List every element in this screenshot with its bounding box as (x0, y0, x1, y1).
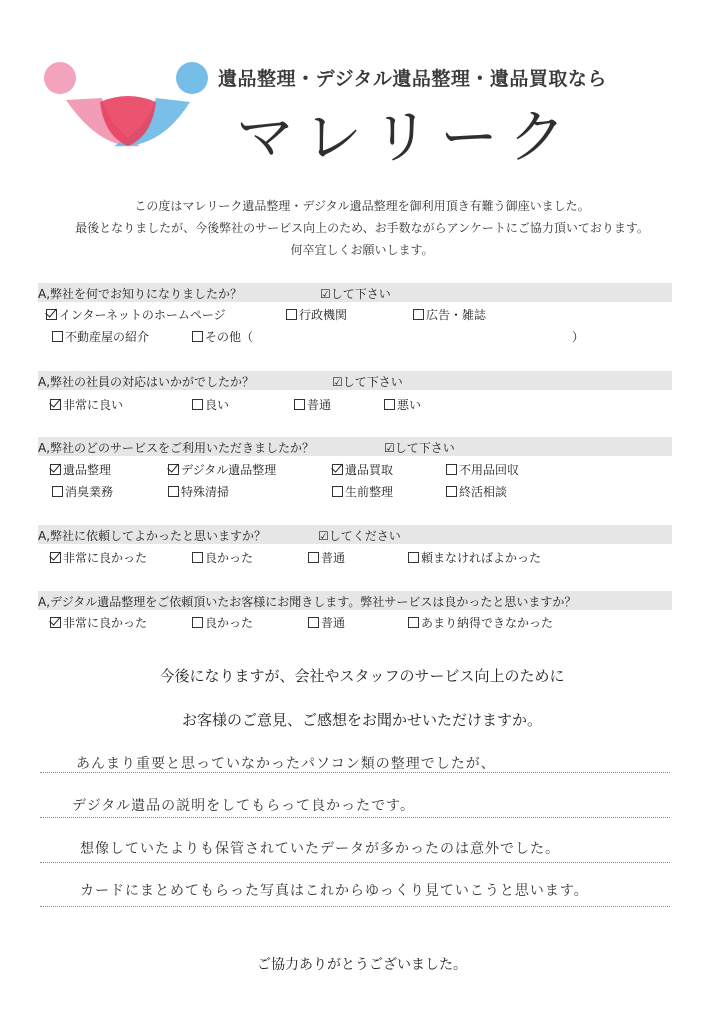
checkbox-icon (192, 552, 203, 563)
checkbox-icon (332, 486, 343, 497)
checkbox-icon (308, 617, 319, 628)
question-1-bar (38, 283, 672, 302)
comment-line-4: カードにまとめてもらった写真はこれからゆっくり見ていこうと思います。 (80, 883, 589, 899)
comment-rule-3 (40, 862, 670, 863)
checkbox-checked-icon (168, 464, 179, 475)
q3-option-kaitori[interactable]: 遺品買取 (332, 461, 393, 478)
q1-option-ads[interactable]: 広告・雑誌 (413, 306, 486, 323)
q5-option-normal[interactable]: 普通 (308, 614, 345, 631)
q4-option-regret[interactable]: 頼まなければよかった (408, 549, 541, 566)
q1-option-internet[interactable]: インターネットのホームページ (46, 306, 226, 323)
checkbox-checked-icon (46, 309, 57, 320)
question-5-text: A,デジタル遺品整理をご依頼頂いたお客様にお聞きします。弊社サービスは良かったと思いますか？ (38, 595, 577, 609)
checkbox-icon (294, 399, 305, 410)
question-1-note: ☑して下さい (320, 287, 391, 301)
q2-option-very-good[interactable]: 非常に良い (50, 396, 123, 413)
tagline: 遺品整理・デジタル遺品整理・遺品買取なら (218, 68, 607, 90)
checkbox-checked-icon (50, 552, 61, 563)
question-5-bar (38, 591, 672, 610)
checkbox-icon (413, 309, 424, 320)
checkbox-icon (168, 486, 179, 497)
checkbox-checked-icon (50, 399, 61, 410)
q2-option-normal[interactable]: 普通 (294, 396, 331, 413)
checkbox-checked-icon (50, 617, 61, 628)
question-3-text: A,弊社のどのサービスをご利用いただきましたか？ (38, 441, 315, 455)
closing-line-1: 今後になりますが、会社やスタッフのサービス向上のために (159, 667, 565, 685)
question-4-text: A,弊社に依頼してよかったと思いますか？ (38, 529, 267, 543)
question-2-bar (38, 371, 672, 390)
q3-option-fuyouhin[interactable]: 不用品回収 (446, 461, 519, 478)
checkbox-icon (52, 331, 63, 342)
checkbox-checked-icon (332, 464, 343, 475)
q3-option-digital[interactable]: デジタル遺品整理 (168, 461, 276, 478)
checkbox-icon (52, 486, 63, 497)
thanks-message: ご協力ありがとうございました。 (257, 957, 467, 973)
q1-option-government[interactable]: 行政機関 (286, 306, 347, 323)
checkbox-icon (192, 331, 203, 342)
comment-rule-4 (40, 906, 670, 907)
intro-line-3: 何卒宜しくお願いします。 (290, 243, 434, 257)
checkbox-icon (384, 399, 395, 410)
intro-line-2: 最後となりましたが、今後弊社のサービス向上のため、お手数ながらアンケートにご協力頂いております。 (75, 221, 649, 235)
q5-option-unsatisfied[interactable]: あまり納得できなかった (408, 614, 553, 631)
q3-option-ihin-seiri[interactable]: 遺品整理 (50, 461, 111, 478)
intro-line-1: この度はマレリーク遺品整理・デジタル遺品整理を御利用頂き有難う御座いました。 (134, 199, 590, 213)
question-4-bar (38, 525, 672, 544)
q1-option-realestate[interactable]: 不動産屋の紹介 (52, 328, 149, 345)
comment-line-3: 想像していたよりも保管されていたデータが多かったのは意外でした。 (80, 841, 560, 857)
q3-option-shukatsu[interactable]: 終活相談 (446, 483, 507, 500)
checkbox-icon (408, 552, 419, 563)
q2-option-bad[interactable]: 悪い (384, 396, 421, 413)
logo-icon (40, 58, 220, 158)
brand-name: マレリーク (236, 103, 577, 171)
question-2-text: A,弊社の社員の対応はいかがでしたか？ (38, 375, 255, 389)
q3-option-seizen[interactable]: 生前整理 (332, 483, 393, 500)
checkbox-icon (192, 399, 203, 410)
checkbox-checked-icon (50, 464, 61, 475)
checkbox-icon (192, 617, 203, 628)
comment-line-1: あんまり重要と思っていなかったパソコン類の整理でしたが、 (76, 756, 496, 772)
comment-rule-2 (40, 817, 670, 818)
q3-option-tokushu[interactable]: 特殊清掃 (168, 483, 229, 500)
comment-line-2: デジタル遺品の説明をしてもらって良かったです。 (72, 798, 416, 814)
q5-option-very-good[interactable]: 非常に良かった (50, 614, 147, 631)
q3-option-shoushuu[interactable]: 消臭業務 (52, 483, 113, 500)
checkbox-icon (446, 464, 457, 475)
question-2-note: ☑して下さい (332, 375, 403, 389)
question-4-note: ☑してください (318, 529, 401, 543)
question-3-note: ☑して下さい (384, 441, 455, 455)
checkbox-icon (446, 486, 457, 497)
q4-option-good[interactable]: 良かった (192, 549, 253, 566)
checkbox-icon (408, 617, 419, 628)
question-1-text: A,弊社を何でお知りになりましたか？ (38, 287, 243, 301)
checkbox-icon (308, 552, 319, 563)
q1-option-other[interactable]: その他（ (192, 328, 253, 345)
q4-option-normal[interactable]: 普通 (308, 549, 345, 566)
checkbox-icon (286, 309, 297, 320)
closing-line-2: お客様のご意見、ご感想をお聞かせいただけますか。 (181, 711, 542, 729)
question-3-bar (38, 437, 672, 456)
q2-option-good[interactable]: 良い (192, 396, 229, 413)
q4-option-very-good[interactable]: 非常に良かった (50, 549, 147, 566)
q1-other-close: ） (572, 330, 585, 344)
comment-rule-1 (40, 772, 670, 773)
q5-option-good[interactable]: 良かった (192, 614, 253, 631)
